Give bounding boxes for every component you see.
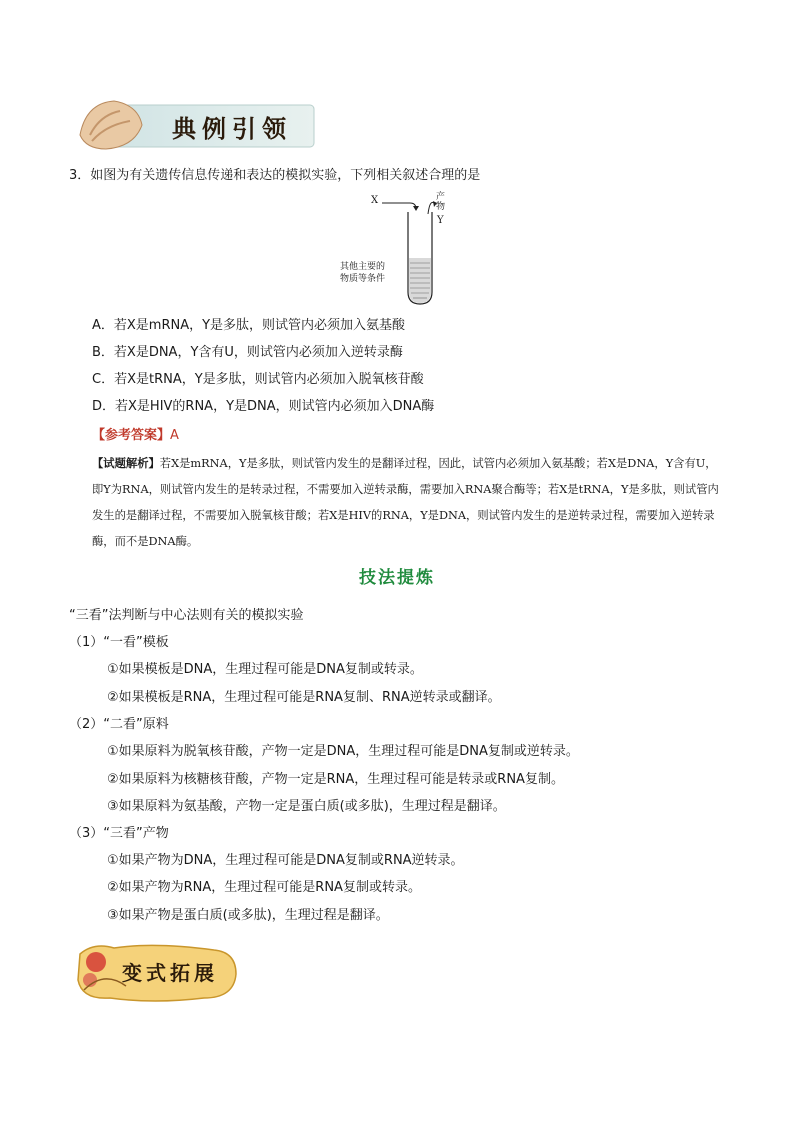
list-item: ③如果产物是蛋白质(或多肽)，生理过程是翻译。 — [107, 908, 389, 923]
section-title-template: （1）“一看”模板 — [69, 635, 169, 650]
option-b: B．若X是DNA，Y含有U，则试管内必须加入逆转录酶 — [92, 345, 403, 360]
figure-label-y: Y — [437, 215, 444, 226]
answer-label: 【参考答案】 — [92, 428, 171, 443]
section-banner-extension — [74, 940, 240, 1006]
list-item: ③如果原料为氨基酸，产物一定是蛋白质(或多肽)，生理过程是翻译。 — [107, 799, 506, 814]
section-title-materials: （2）“二看”原料 — [69, 717, 169, 732]
test-tube-figure — [340, 192, 460, 310]
section-banner-example — [76, 95, 316, 153]
section-title-products: （3）“三看”产物 — [69, 826, 169, 841]
list-item: ②如果模板是RNA，生理过程可能是RNA复制、RNA逆转录或翻译。 — [107, 690, 501, 705]
option-c: C．若X是tRNA，Y是多肽，则试管内必须加入脱氧核苷酸 — [92, 372, 424, 387]
list-item: ②如果产物为RNA，生理过程可能是RNA复制或转录。 — [107, 880, 421, 895]
question-text: 3．如图为有关遗传信息传递和表达的模拟实验，下列相关叙述合理的是 — [69, 168, 481, 183]
option-d: D．若X是HIV的RNA，Y是DNA，则试管内必须加入DNA酶 — [92, 399, 435, 414]
analysis-label: 【试题解析】 — [92, 456, 160, 470]
list-item: ②如果原料为核糖核苷酸，产物一定是RNA，生理过程可能是转录或RNA复制。 — [107, 772, 564, 787]
figure-label-x: X — [371, 195, 379, 206]
list-item: ①如果原料为脱氧核苷酸，产物一定是DNA，生理过程可能是DNA复制或逆转录。 — [107, 744, 579, 759]
answer-value: A — [170, 428, 179, 443]
figure-label-other-2: 物质等条件 — [340, 274, 386, 284]
banner-title-extension: 变式拓展 — [122, 961, 218, 985]
technique-intro: “三看”法判断与中心法则有关的模拟实验 — [69, 608, 304, 623]
figure-label-other-1: 其他主要的 — [340, 262, 386, 272]
option-a: A．若X是mRNA，Y是多肽，则试管内必须加入氨基酸 — [92, 318, 406, 333]
reference-answer — [92, 424, 179, 443]
list-item: ①如果模板是DNA，生理过程可能是DNA复制或转录。 — [107, 662, 423, 677]
figure-label-product: 产物 — [436, 192, 446, 212]
banner-title-example: 典例引领 — [172, 114, 292, 143]
analysis-paragraph — [92, 450, 726, 555]
list-item: ①如果产物为DNA，生理过程可能是DNA复制或RNA逆转录。 — [107, 853, 464, 868]
analysis-text: 若X是mRNA，Y是多肽，则试管内发生的是翻译过程，因此，试管内必须加入氨基酸；若X是DNA，Y含有U，即Y为RNA，则试管内发生的是转录过程，不需要加入逆转录酶，需要加入RNA聚合酶等；若X是tRNA，Y是多肽，则试管内发生的是翻译过程，不需要加入脱氧核苷酸；若X是HIV的RNA，Y是DNA，则试管内发生的是逆转录过程，需要加入逆转录酶，而不是DNA酶。 — [92, 457, 719, 548]
technique-heading: 技法提炼 — [359, 568, 435, 588]
